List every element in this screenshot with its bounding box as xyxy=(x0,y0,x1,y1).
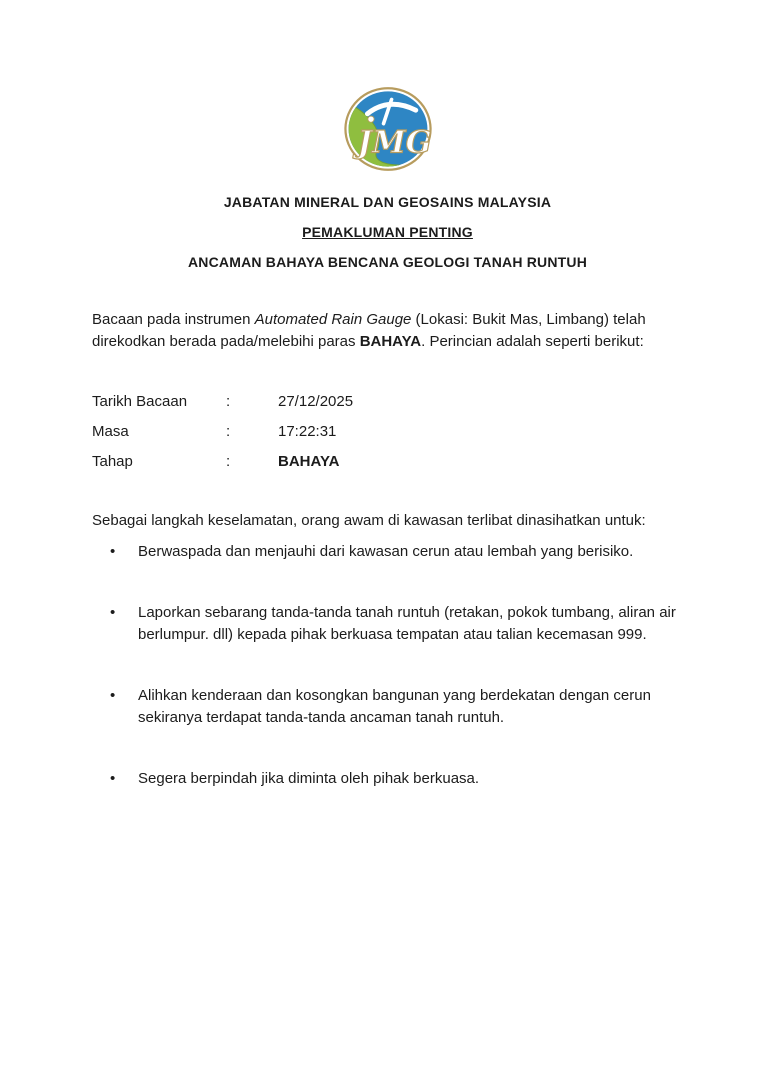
notice-title-heading: PEMAKLUMAN PENTING xyxy=(302,224,473,240)
detail-row-level xyxy=(92,451,683,473)
advisory-list xyxy=(92,541,683,790)
instrument-name: Automated Rain Gauge xyxy=(254,311,412,328)
detail-label: Tarikh Bacaan xyxy=(92,393,188,410)
advisory-item-text: Laporkan sebarang tanda-tanda tanah runtuh (retakan, pokok tumbang, aliran air berlumpur. dll) kepada pihak berkuasa tempatan atau talian kecemasan 999. xyxy=(138,604,676,643)
document-headings xyxy=(92,193,683,271)
intro-text-part2: (Lokasi: Bukit Mas, Limbang) telah direkodkan berada pada/melebihi paras xyxy=(92,311,646,350)
detail-row-date xyxy=(92,391,683,413)
advisory-item xyxy=(92,768,683,790)
advisory-item xyxy=(92,685,683,729)
jmg-logo-icon xyxy=(343,86,433,172)
details-table xyxy=(92,391,683,473)
bullet-icon: • xyxy=(110,687,116,704)
advisory-item xyxy=(92,602,683,646)
detail-row-time xyxy=(92,421,683,443)
bullet-icon: • xyxy=(110,770,116,787)
org-name-heading: JABATAN MINERAL DAN GEOSAINS MALAYSIA xyxy=(223,194,552,210)
logo-dot xyxy=(367,116,373,122)
detail-label: Masa xyxy=(92,423,129,440)
advisory-item-text: Berwaspada dan menjauhi dari kawasan cerun atau lembah yang berisiko. xyxy=(138,543,634,560)
intro-text-part1: Bacaan pada instrumen xyxy=(92,311,255,328)
detail-value-time: 17:22:31 xyxy=(278,423,337,440)
subject-heading: ANCAMAN BAHAYA BENCANA GEOLOGI TANAH RUNTUH xyxy=(187,254,588,270)
bullet-icon: • xyxy=(110,543,116,560)
detail-separator: : xyxy=(226,453,231,470)
detail-separator: : xyxy=(226,423,231,440)
logo-container xyxy=(92,0,683,177)
advisory-item xyxy=(92,541,683,563)
intro-text-part3: . Perincian adalah seperti berikut: xyxy=(421,333,644,350)
advisory-item-text: Segera berpindah jika diminta oleh pihak berkuasa. xyxy=(138,770,480,787)
detail-separator: : xyxy=(226,393,231,410)
detail-value-date: 27/12/2025 xyxy=(278,393,354,410)
advisory-intro: Sebagai langkah keselamatan, orang awam di kawasan terlibat dinasihatkan untuk: xyxy=(92,512,646,529)
logo-text: JMG xyxy=(357,124,432,161)
alert-level-inline: BAHAYA xyxy=(359,333,422,350)
intro-paragraph xyxy=(92,309,683,353)
detail-value-level: BAHAYA xyxy=(278,453,340,470)
detail-label: Tahap xyxy=(92,453,133,470)
bullet-icon: • xyxy=(110,604,116,621)
advisory-item-text: Alihkan kenderaan dan kosongkan bangunan yang berdekatan dengan cerun sekiranya terdapat tanda-tanda ancaman tanah runtuh. xyxy=(138,687,651,726)
